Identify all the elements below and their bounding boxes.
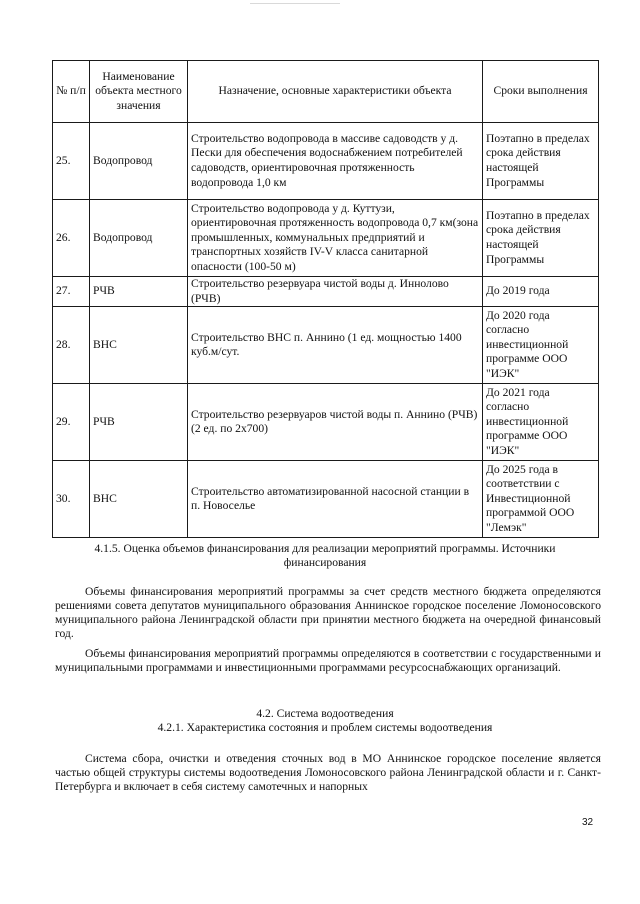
row-num: 25. — [53, 123, 90, 200]
header-num: № п/п — [53, 61, 90, 123]
section-42-heading: 4.2. Система водоотведения — [256, 707, 394, 720]
section-415-paragraph-2: Объемы финансирования мероприятий программы определяются в соответствии с государственными и муниципальными программами и инвестиционными программами ресурсоснабжающих организаций. — [55, 647, 601, 674]
table-row — [53, 307, 599, 384]
header-object: Наименование объекта местного значения — [90, 61, 188, 123]
table-row — [53, 200, 599, 277]
row-purpose: Строительство водопровода в массиве садоводств у д. Пески для обеспечения водоснабжением потребителей садоводств, ориентировочная протяженность водопровода 1,0 км — [188, 123, 483, 200]
page-number: 32 — [582, 817, 594, 828]
row-purpose: Строительство водопровода у д. Куттузи, ориентировочная протяженность водопровода 0,7 км(зона промышленных, коммунальных предприятий и транспортных хозяйств IV-V класса санитарной опасности (100-50 м) — [188, 200, 483, 277]
row-num: 28. — [53, 307, 90, 384]
objects-table — [52, 60, 599, 538]
row-num: 27. — [53, 277, 90, 307]
row-terms: До 2019 года — [483, 277, 599, 307]
table-header-row — [53, 61, 599, 123]
row-num: 26. — [53, 200, 90, 277]
row-object: РЧВ — [90, 384, 188, 461]
table-row — [53, 461, 599, 538]
row-terms: Поэтапно в пределах срока действия настоящей Программы — [483, 123, 599, 200]
table-row — [53, 277, 599, 307]
row-object: Водопровод — [90, 200, 188, 277]
header-terms: Сроки выполнения — [483, 61, 599, 123]
row-terms: До 2021 года согласно инвестиционной программе ООО "ИЭК" — [483, 384, 599, 461]
row-purpose: Строительство резервуаров чистой воды п. Аннино (РЧВ) (2 ед. по 2х700) — [188, 384, 483, 461]
row-object: ВНС — [90, 307, 188, 384]
row-purpose: Строительство ВНС п. Аннино (1 ед. мощностью 1400 куб.м/сут. — [188, 307, 483, 384]
row-terms: До 2020 года согласно инвестиционной программе ООО "ИЭК" — [483, 307, 599, 384]
section-415-heading: 4.1.5. Оценка объемов финансирования для реализации мероприятий программы. Источники финансирования — [94, 542, 556, 569]
section-421-paragraph-1: Система сбора, очистки и отведения сточных вод в МО Аннинское городское поселение является частью общей структуры системы водоотведения Ломоносовского района Ленинградской области и г. Санкт-Петербурга и включает в себя систему самотечных и напорных — [55, 752, 601, 793]
row-purpose: Строительство резервуара чистой воды д. Иннолово (РЧВ) — [188, 277, 483, 307]
row-num: 30. — [53, 461, 90, 538]
row-purpose: Строительство автоматизированной насосной станции в п. Новоселье — [188, 461, 483, 538]
row-num: 29. — [53, 384, 90, 461]
row-object: ВНС — [90, 461, 188, 538]
row-terms: До 2025 года в соответствии с Инвестиционной программой ООО "Лемэк" — [483, 461, 599, 538]
table-row — [53, 123, 599, 200]
section-421-subheading: 4.2.1. Характеристика состояния и проблем системы водоотведения — [157, 721, 493, 734]
section-415-paragraph-1: Объемы финансирования мероприятий программы за счет средств местного бюджета определяются решениями совета депутатов муниципального образования Аннинское городское поселение Ломоносовского муниципального района Ленинградской области при принятии местного бюджета на очередной финансовый год. — [55, 585, 601, 640]
top-scan-mark — [250, 3, 340, 4]
header-purpose: Назначение, основные характеристики объекта — [188, 61, 483, 123]
row-terms: Поэтапно в пределах срока действия настоящей Программы — [483, 200, 599, 277]
row-object: РЧВ — [90, 277, 188, 307]
row-object: Водопровод — [90, 123, 188, 200]
table-row — [53, 384, 599, 461]
